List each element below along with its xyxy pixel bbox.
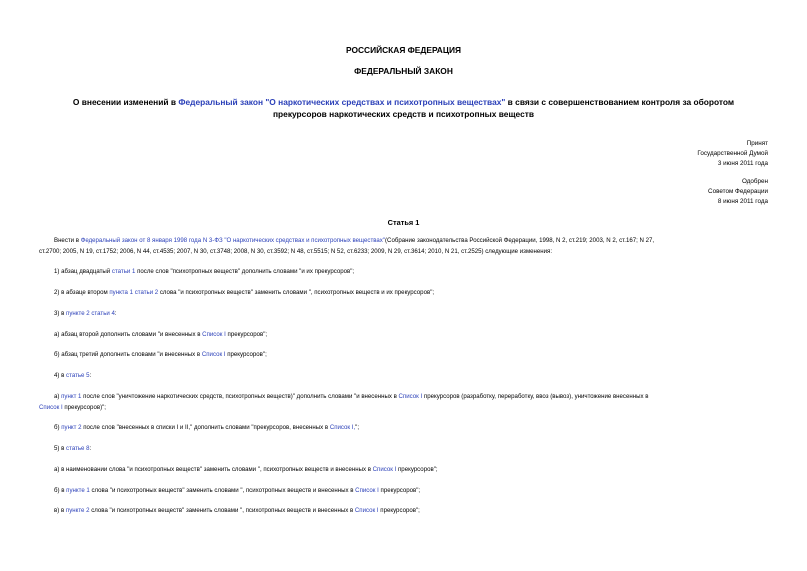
item-4b-link[interactable]: пункт 2 xyxy=(61,424,82,431)
item-5c-link-2[interactable]: Список I xyxy=(354,507,379,514)
item-3b-text-a: б) абзац третий дополнить словами "и внесенных в xyxy=(54,351,202,358)
item-4a-line-1 xyxy=(39,392,784,403)
title-suffix: в связи с совершенствованием контроля за оборотом xyxy=(505,97,735,107)
intro-text-b: (Собрание законодательства Российской Федерации, 1998, N 2, ст.219; 2003, N 2, ст.167; N 27, xyxy=(385,237,655,244)
approved-date: 8 июня 2011 года xyxy=(717,198,768,205)
item-2 xyxy=(39,288,784,299)
intro-law-link[interactable]: Федеральный закон от 8 января 1998 года N 3-ФЗ "О наркотических средствах и психотропных веществах" xyxy=(80,237,386,244)
intro-line-2: ст.2700; 2005, N 19, ст.1752; 2006, N 44, ст.4535; 2007, N 30, ст.3748; 2008, N 30, ст.3592; N 48, ст.5515; N 52, ст.6233; 2009, N 29, ст.3614; 2010, N 21, ст.2525) следующие изменения: xyxy=(39,248,553,255)
item-1 xyxy=(39,267,784,278)
item-4b-text-c: "; xyxy=(355,424,360,431)
accepted-date: 3 июня 2011 года xyxy=(717,160,768,167)
country-heading: РОССИЙСКАЯ ФЕДЕРАЦИЯ xyxy=(345,45,462,55)
item-2-text-b: слова "и психотропных веществ" заменить словами ", психотропных веществ и их прекурсоров"; xyxy=(158,289,435,296)
item-3a-link[interactable]: Список I xyxy=(202,331,226,338)
item-5c-text-c: прекурсоров"; xyxy=(378,507,420,514)
title-line2: прекурсоров наркотических средств и психотропных веществ xyxy=(272,109,534,119)
item-5 xyxy=(39,444,784,455)
item-3b xyxy=(39,350,784,361)
item-5b-text-b: слова "и психотропных веществ" заменить словами ", психотропных веществ и внесенных в xyxy=(89,487,356,494)
item-5b-text-a: б) в xyxy=(54,487,67,494)
adoption-block xyxy=(697,139,768,169)
item-4a-text-a: а) xyxy=(54,393,62,400)
item-3-text-a: 3) в xyxy=(54,310,67,317)
approved-body: Советом Федерации xyxy=(708,188,768,195)
accepted-label: Принят xyxy=(746,140,768,147)
item-5-text-b: : xyxy=(89,445,92,452)
item-4b-text-b: после слов "внесенных в списки I и II," дополнить словами "прекурсоров, внесенных в xyxy=(81,424,330,431)
item-2-text-a: 2) в абзаце втором xyxy=(54,289,110,296)
accepted-body: Государственной Думой xyxy=(697,150,768,157)
law-title xyxy=(40,96,767,120)
article-heading: Статья 1 xyxy=(387,218,420,227)
item-3-text-b: : xyxy=(114,310,117,317)
item-1-text-b: после слов "психотропных веществ" дополнить словами "и их прекурсоров"; xyxy=(135,268,355,275)
item-5b-text-c: прекурсоров"; xyxy=(378,487,421,494)
law-type-heading: ФЕДЕРАЛЬНЫЙ ЗАКОН xyxy=(354,66,453,76)
item-5a-text-b: прекурсоров"; xyxy=(396,466,438,473)
item-3-link[interactable]: пункте 2 статьи 4 xyxy=(66,310,115,317)
item-4 xyxy=(39,371,784,382)
item-5-link[interactable]: статье 8 xyxy=(66,445,90,452)
item-4-text-b: : xyxy=(89,372,92,379)
item-4a-link[interactable]: пункт 1 xyxy=(61,393,82,400)
item-4b-link-2[interactable]: Список I, xyxy=(329,424,356,431)
intro-text-a: Внести в xyxy=(54,237,81,244)
item-4-text-a: 4) в xyxy=(54,372,67,379)
title-law-link[interactable]: Федеральный закон "О наркотических средствах и психотропных веществах" xyxy=(178,97,506,107)
item-5c-text-b: слова "и психотропных веществ" заменить словами ", психотропных веществ и внесенных в xyxy=(89,507,355,514)
item-3a-text-b: прекурсоров"; xyxy=(225,331,268,338)
item-5a-text-a: а) в наименовании слова "и психотропных веществ" заменить словами ", психотропных веществ и внесенных в xyxy=(54,466,373,473)
item-4a-text-b: после слов "уничтожение наркотических средств, психотропных веществ)" дополнить словами "и внесенных в xyxy=(81,393,399,400)
approval-block xyxy=(708,177,768,207)
item-4b-text-a: б) xyxy=(54,424,62,431)
item-2-link-2[interactable]: статьи 2 xyxy=(134,289,159,296)
item-5a-link[interactable]: Список I xyxy=(372,466,397,473)
item-4-link[interactable]: статье 5 xyxy=(66,372,90,379)
item-5b-link-2[interactable]: Список I xyxy=(355,487,379,494)
item-4a-link-3[interactable]: Список I xyxy=(39,404,63,411)
item-5c xyxy=(39,506,784,517)
item-4a-line-2 xyxy=(39,403,769,414)
item-5b xyxy=(39,486,784,497)
item-3b-text-b: прекурсоров"; xyxy=(225,351,267,358)
item-5c-text-a: в) в xyxy=(54,507,66,514)
item-2-link-1[interactable]: пункта 1 xyxy=(109,289,133,296)
item-5c-link[interactable]: пункте 2 xyxy=(65,507,90,514)
approved-label: Одобрен xyxy=(741,178,768,185)
item-1-link[interactable]: статьи 1 xyxy=(111,268,136,275)
intro-line-1 xyxy=(39,236,784,247)
item-4a-link-2[interactable]: Список I xyxy=(398,393,423,400)
item-1-text-a: 1) абзац двадцатый xyxy=(54,268,112,275)
item-4a-text-d: прекурсоров)"; xyxy=(62,404,106,411)
item-5-text-a: 5) в xyxy=(54,445,67,452)
item-3 xyxy=(39,309,784,320)
item-3a xyxy=(39,330,784,341)
item-3a-text-a: а) абзац второй дополнить словами "и внесенных в xyxy=(54,331,203,338)
title-prefix: О внесении изменений в xyxy=(72,97,179,107)
item-5a xyxy=(39,465,784,476)
item-4a-text-c: прекурсоров (разработку, переработку, ввоз (вывоз), уничтожение внесенных в xyxy=(422,393,649,400)
item-3b-link[interactable]: Список I xyxy=(201,351,226,358)
item-4b xyxy=(39,423,784,434)
item-5b-link[interactable]: пункте 1 xyxy=(66,487,90,494)
